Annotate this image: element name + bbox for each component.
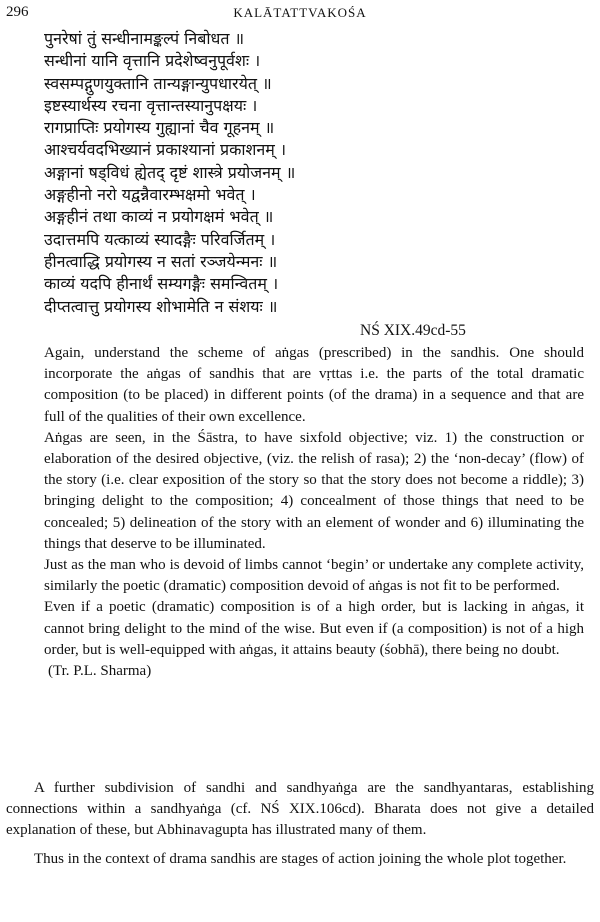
translation-paragraph-1: Again, understand the scheme of aṅgas (prescribed) in the sandhis. One should incorporate the aṅgas of sandhis that are vṛttas i.e. the parts of the total dramatic composition (to be placed) in different points (of the drama) in a sequence and that are full of the qualities of their own excellence. bbox=[44, 345, 584, 425]
verse-line: रागप्राप्तिः प्रयोगस्य गुह्यानां चैव गूहनम् ॥ bbox=[44, 118, 275, 138]
body-text bbox=[6, 778, 594, 877]
body-paragraph-1: A further subdivision of sandhi and sandhyaṅga are the sandhyantaras, establishing connections within a sandhyaṅga (cf. NŚ XIX.106cd). Bharata does not give a detailed explanation of these, but Abhinavagupta has illustrated many of them. bbox=[6, 780, 594, 839]
verse-line: उदात्तमपि यत्काव्यं स्यादङ्गैः परिवर्जितम् । bbox=[44, 229, 276, 249]
verse-line: आश्चर्यवदभिख्यानं प्रकाश्यानां प्रकाशनम् । bbox=[44, 140, 287, 160]
translation-block bbox=[44, 343, 584, 682]
verse-line: दीप्तत्वात्तु प्रयोगस्य शोभामेति न संशयः ॥ bbox=[44, 296, 278, 316]
verse-line: स्वसम्पद्गुणयुक्तानि तान्यङ्गान्युपधारयेत् ॥ bbox=[44, 73, 272, 93]
page-header bbox=[0, 4, 600, 24]
page-number: 296 bbox=[6, 4, 29, 20]
translation-paragraph-2: Aṅgas are seen, in the Śāstra, to have sixfold objective; viz. 1) the construction or elaboration of the desired objective, (viz. the relish of rasa); 2) the ‘non-decay’ (flow) of the story (i.e. clear exposition of the story so that the story does not become a riddle); 3) bringing delight to the composition; 4) concealment of those things that need to be concealed; 5) delineation of the story with an element of wonder and 6) illuminating the things that deserve to be illuminated. bbox=[44, 429, 584, 552]
body-paragraph-2: Thus in the context of drama sandhis are stages of action joining the whole plot together. bbox=[34, 850, 567, 867]
verse-line: हीनत्वाद्धि प्रयोगस्य न सतां रञ्जयेन्मनः ॥ bbox=[44, 251, 278, 271]
translation-paragraph-3: Just as the man who is devoid of limbs cannot ‘begin’ or undertake any complete activity, similarly the poetic (dramatic) composition devoid of aṅgas is not fit to be performed. bbox=[44, 557, 584, 595]
verse-line: अङ्गानां षड्विधं ह्येतद् दृष्टं शास्त्रे प्रयोजनम् ॥ bbox=[44, 162, 296, 182]
sanskrit-verses bbox=[44, 28, 564, 318]
verse-line: सन्धीनां यानि वृत्तानि प्रदेशेष्वनुपूर्वशः । bbox=[44, 51, 261, 71]
verse-reference: NŚ XIX.49cd-55 bbox=[360, 322, 466, 339]
verse-line: पुनरेषां तुं सन्धीनामङ्कल्पं निबोधत ॥ bbox=[44, 29, 245, 48]
verse-line: अङ्गहीनं तथा काव्यं न प्रयोगक्षमं भवेत् ॥ bbox=[44, 207, 274, 227]
translator-credit: (Tr. P.L. Sharma) bbox=[48, 663, 152, 680]
verse-line: काव्यं यदपि हीनार्थं सम्यगङ्गैः समन्वितम् । bbox=[44, 274, 279, 294]
verse-line: इष्टस्यार्थस्य रचना वृत्तान्तस्यानुपक्षयः । bbox=[44, 95, 258, 115]
running-title: KALĀTATTVAKOŚA bbox=[233, 5, 367, 20]
verse-line: अङ्गहीनो नरो यद्वन्नैवारम्भक्षमो भवेत् । bbox=[44, 185, 256, 205]
translation-paragraph-4: Even if a poetic (dramatic) composition is of a high order, but is lacking in aṅgas, it cannot bring delight to the mind of the wise. But even if (a composition) is not of a high order, but is well-equipped with aṅgas, it attains beauty (śobhā), there being no doubt. bbox=[44, 599, 584, 658]
